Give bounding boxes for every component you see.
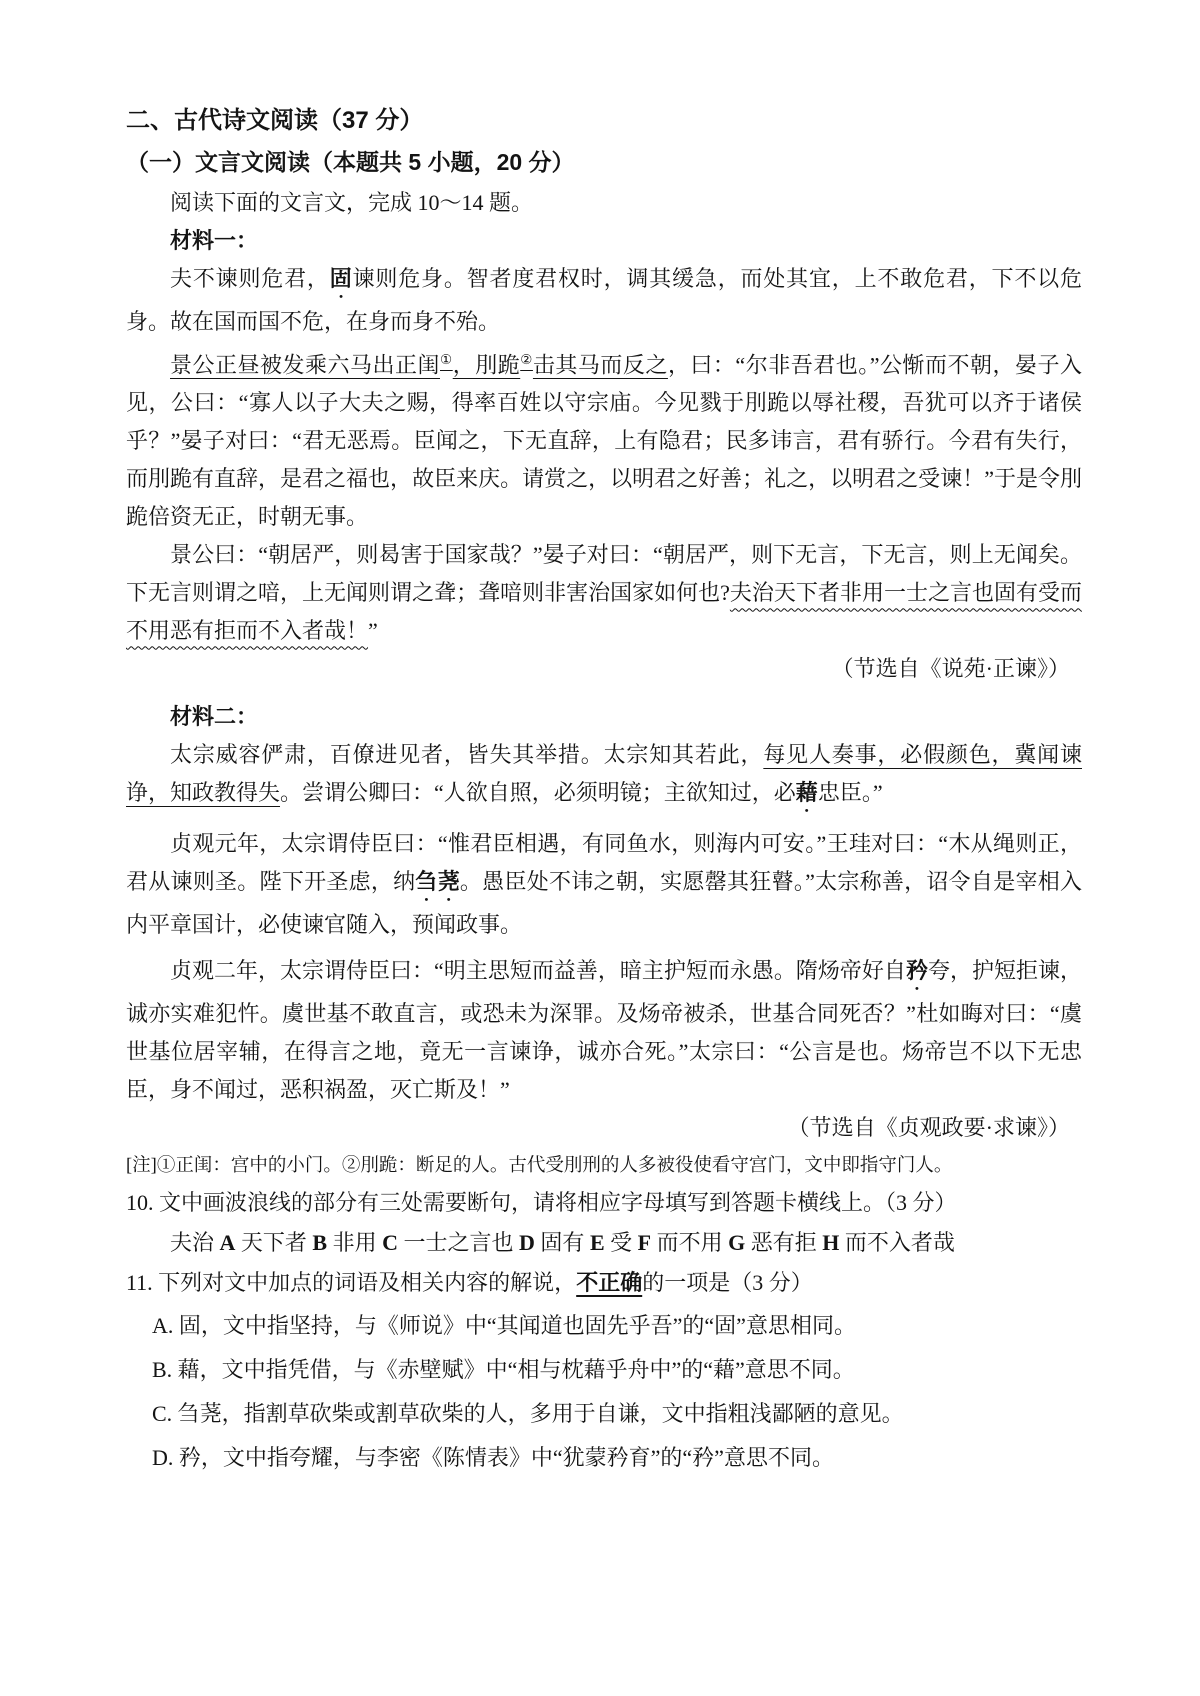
underlined-passage: ，刖跪: [452, 352, 521, 378]
text-run: 而不用: [651, 1230, 729, 1256]
letter-marker-c: C: [382, 1230, 399, 1256]
letter-marker-h: H: [822, 1230, 840, 1256]
emphasized-term-gu: 固: [329, 266, 353, 291]
emphasized-term-churao: 刍荛: [415, 869, 460, 895]
text-run: 忠臣。”: [817, 780, 883, 806]
text-run: 谏则危身。智者度君权时，调其缓急，而处其宜，上不敢危君，下不以危身。故在国而国不危，在身而身不殆。: [126, 266, 1082, 334]
text-run: 夫治: [170, 1230, 220, 1256]
text-run: 的一项是（3 分）: [642, 1270, 813, 1296]
letter-marker-d: D: [519, 1230, 535, 1256]
text-run: 贞观元年，太宗谓侍臣曰：“惟君臣相遇，有同鱼水，则海内可安。”王珪对曰：“木从绳则正，君从谏则圣。陛下开圣虑，纳: [126, 831, 1082, 895]
footnote: [注]①正闺：宫中的小门。②刖跪：断足的人。古代受刖刑的人多被役使看守宫门，文中即指守门人。: [126, 1156, 953, 1177]
letter-marker-f: F: [637, 1230, 652, 1256]
text-run: 11. 下列对文中加点的词语及相关内容的解说，: [126, 1270, 577, 1296]
letter-marker-b: B: [312, 1230, 328, 1256]
question-11-option-b: B. 藉，文中指凭借，与《赤壁赋》中“相与枕藉乎舟中”的“藉”意思不同。: [152, 1357, 855, 1383]
emphasized-term-jin: 矜: [905, 958, 928, 984]
material-2-paragraph-3: [126, 952, 1082, 1109]
question-11-stem: [126, 1263, 1082, 1303]
question-10-sentence: [126, 1223, 1082, 1263]
material-2-paragraph-1: [126, 736, 1082, 817]
reading-instruction: 阅读下面的文言文，完成 10～14 题。: [170, 190, 534, 215]
footnote-ref-1: ①: [440, 352, 453, 367]
text-run: 。愚臣处不讳之朝，实愿罄其狂瞽。”太宗称善，诏令自是宰相入内平章国计，必使谏官随入，预闻政事。: [126, 869, 1082, 938]
text-run: 贞观二年，太宗谓侍臣曰：“明主思短而益善，暗主护短而永愚。隋炀帝好自: [170, 958, 906, 984]
text-run: 夸，护短拒谏，诚亦实难犯忤。虞世基不敢直言，或恐未为深罪。及炀帝被杀，世基合同死否？”杜如晦对曰：“虞世基位居宰辅，在得言之地，竟无一言谏诤，诚亦合死。”太宗曰：“公言是也。炀帝岂不以下无忠臣，身不闻过，恶积祸盈，灭亡斯及！”: [126, 958, 1082, 1103]
text-run: 固有: [534, 1230, 590, 1256]
question-11-option-d: D. 矜，文中指夸耀，与李密《陈情表》中“犹蒙矜育”的“矜”意思不同。: [152, 1445, 834, 1471]
footnote-ref-2: ②: [520, 352, 533, 367]
material-2-label: 材料二：: [170, 704, 259, 730]
letter-marker-g: G: [728, 1230, 746, 1256]
text-run: 夫不谏则危君，: [170, 266, 330, 291]
material-1-label: 材料一：: [170, 228, 259, 253]
material-2-paragraph-2: [126, 825, 1082, 944]
citation-source-1: （节选自《说苑·正谏》）: [831, 656, 1070, 682]
question-10-stem: 10. 文中画波浪线的部分有三处需要断句，请将相应字母填写到答题卡横线上。（3 分）: [126, 1190, 957, 1216]
text-run: 天下者: [235, 1230, 313, 1256]
material-1-paragraph-3: [126, 536, 1082, 650]
letter-marker-e: E: [589, 1230, 605, 1256]
underlined-passage: 景公正昼被发乘六马出正闺: [170, 352, 440, 378]
text-run: 而不入者哉: [839, 1230, 955, 1256]
text-run: 。尝谓公卿曰：“人欲自照，必须明镜；主欲知过，必: [280, 780, 796, 806]
text-run: ，曰：“尔非吾君也。”公惭而不朝，晏子入见，公曰：“寡人以子大夫之赐，得率百姓以守宗庙。今见戮于刖跪以辱社稷，吾犹可以齐于诸侯乎？”晏子对曰：“君无恶焉。臣闻之，下无直辞，上有隐君；民多讳言，君有骄行。今君有失行，而刖跪有直辞，是君之福也，故臣来庆。请赏之，以明君之好善；礼之，以明君之受谏！”于是令刖跪倍资无正，时朝无事。: [126, 352, 1082, 530]
section-title: 二、古代诗文阅读（37 分）: [126, 107, 424, 134]
text-run: 景公曰：“朝居严，则曷害于国家哉？”晏子对曰：“朝居严，则下无言，下无言，则上无闻矣。下无言则谓之喑，上无闻则谓之聋；聋喑则非害治国家如何也?: [126, 542, 1082, 606]
text-run: 一士之言也: [398, 1230, 520, 1256]
text-run: 恶有拒: [745, 1230, 823, 1256]
wavy-underlined-passage: 夫治天下者非用一士之言也固有受而不用恶有拒而不入者哉！: [126, 580, 1082, 644]
subsection-title: （一）文言文阅读（本题共 5 小题，20 分）: [126, 149, 575, 175]
negation-highlight: 不正确: [576, 1270, 643, 1296]
text-run: 非用: [327, 1230, 383, 1256]
emphasized-term-jie: 藉: [795, 780, 818, 806]
underlined-passage: 击其马而反之: [532, 352, 668, 378]
question-11-option-c: C. 刍荛，指割草砍柴或割草砍柴的人，多用于自谦，文中指粗浅鄙陋的意见。: [152, 1401, 904, 1427]
material-1-paragraph-2: [126, 341, 1082, 536]
question-11-option-a: A. 固，文中指坚持，与《师说》中“其闻道也固先乎吾”的“固”意思相同。: [152, 1313, 856, 1339]
letter-marker-a: A: [219, 1230, 236, 1256]
text-run: 太宗威容俨肃，百僚进见者，皆失其举措。太宗知其若此，: [170, 742, 764, 768]
text-run: ”: [368, 618, 378, 644]
material-1-paragraph-1: [126, 260, 1082, 341]
citation-source-2: （节选自《贞观政要·求谏》）: [787, 1115, 1070, 1141]
text-run: 受: [604, 1230, 638, 1256]
underlined-passage: 每见人奏事，必假颜色，冀闻谏诤，知政教得失: [126, 742, 1082, 806]
